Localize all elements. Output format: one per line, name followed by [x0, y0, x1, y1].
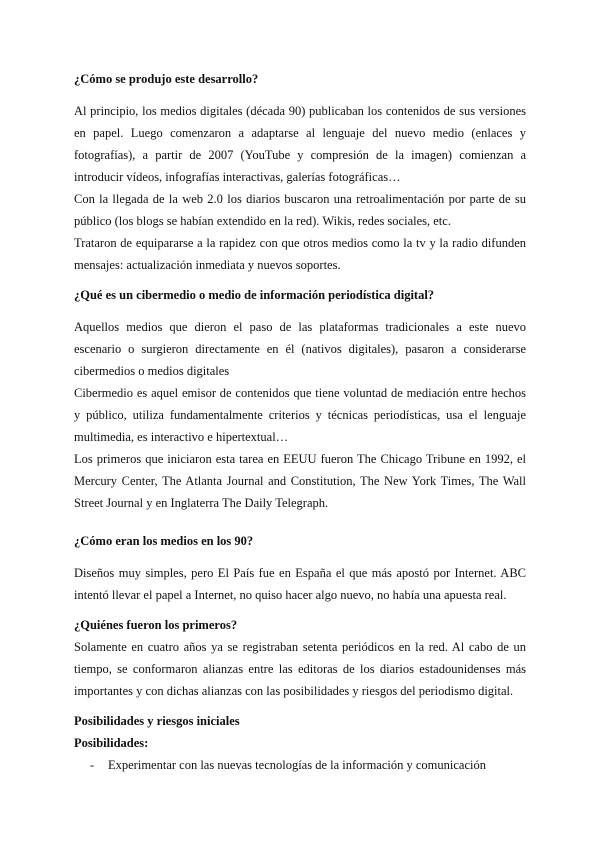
paragraph: Al principio, los medios digitales (década 90) publicaban los contenidos de sus versiones en papel. Luego comenzaron a adaptarse al lenguaje del nuevo medio (enlaces y fotografías), a partir de 2007 (YouTube y compresión de la imagen) comienzan a introducir vídeos, infografías interactivas, galerías fotográficas… [74, 104, 526, 184]
list-item [74, 754, 526, 776]
list-item-text: Experimentar con las nuevas tecnologías de la información y comunicación [108, 758, 486, 772]
subheading-possibilities: Posibilidades: [74, 736, 149, 750]
section-heading-first: ¿Quiénes fueron los primeros? [74, 618, 238, 632]
paragraph: Con la llegada de la web 2.0 los diarios buscaron una retroalimentación por parte de su público (los blogs se habían extendido en la red). Wikis, redes sociales, etc. [74, 192, 526, 228]
paragraph: Los primeros que iniciaron esta tarea en EEUU fueron The Chicago Tribune en 1992, el Mercury Center, The Atlanta Journal and Constitution, The New York Times, The Wall Street Journal y en Inglaterra The Daily Telegraph. [74, 452, 526, 510]
section-heading-cibermedio: ¿Qué es un cibermedio o medio de información periodística digital? [74, 288, 435, 302]
paragraph: Trataron de equipararse a la rapidez con que otros medios como la tv y la radio difunden mensajes: actualización inmediata y nuevos soportes. [74, 236, 526, 272]
section-heading-90s-media: ¿Cómo eran los medios en los 90? [74, 534, 254, 548]
section-heading-risks: Posibilidades y riesgos iniciales [74, 714, 240, 728]
paragraph: Aquellos medios que dieron el paso de las plataformas tradicionales a este nuevo escenario o surgieron directamente en él (nativos digitales), pasaron a considerarse cibermedios o medios digitales [74, 320, 526, 378]
bullet-dash: - [90, 758, 95, 772]
paragraph: Cibermedio es aquel emisor de contenidos que tiene voluntad de mediación entre hechos y público, utiliza fundamentalmente criterios y técnicas periodísticas, usa el lenguaje multimedia, es interactivo e hipertextual… [74, 386, 526, 444]
document-body [74, 68, 526, 776]
paragraph: Solamente en cuatro años ya se registraban setenta periódicos en la red. Al cabo de un tiempo, se conformaron alianzas entre las editoras de los diarios estadounidenses más importantes y con dichas alianzas con las posibilidades y riesgos del periodismo digital. [74, 640, 526, 698]
section-heading-development: ¿Cómo se produjo este desarrollo? [74, 72, 259, 86]
paragraph: Diseños muy simples, pero El País fue en España el que más apostó por Internet. ABC intentó llevar el papel a Internet, no quiso hacer algo nuevo, no había una apuesta real. [74, 566, 526, 602]
possibilities-list [74, 754, 526, 776]
